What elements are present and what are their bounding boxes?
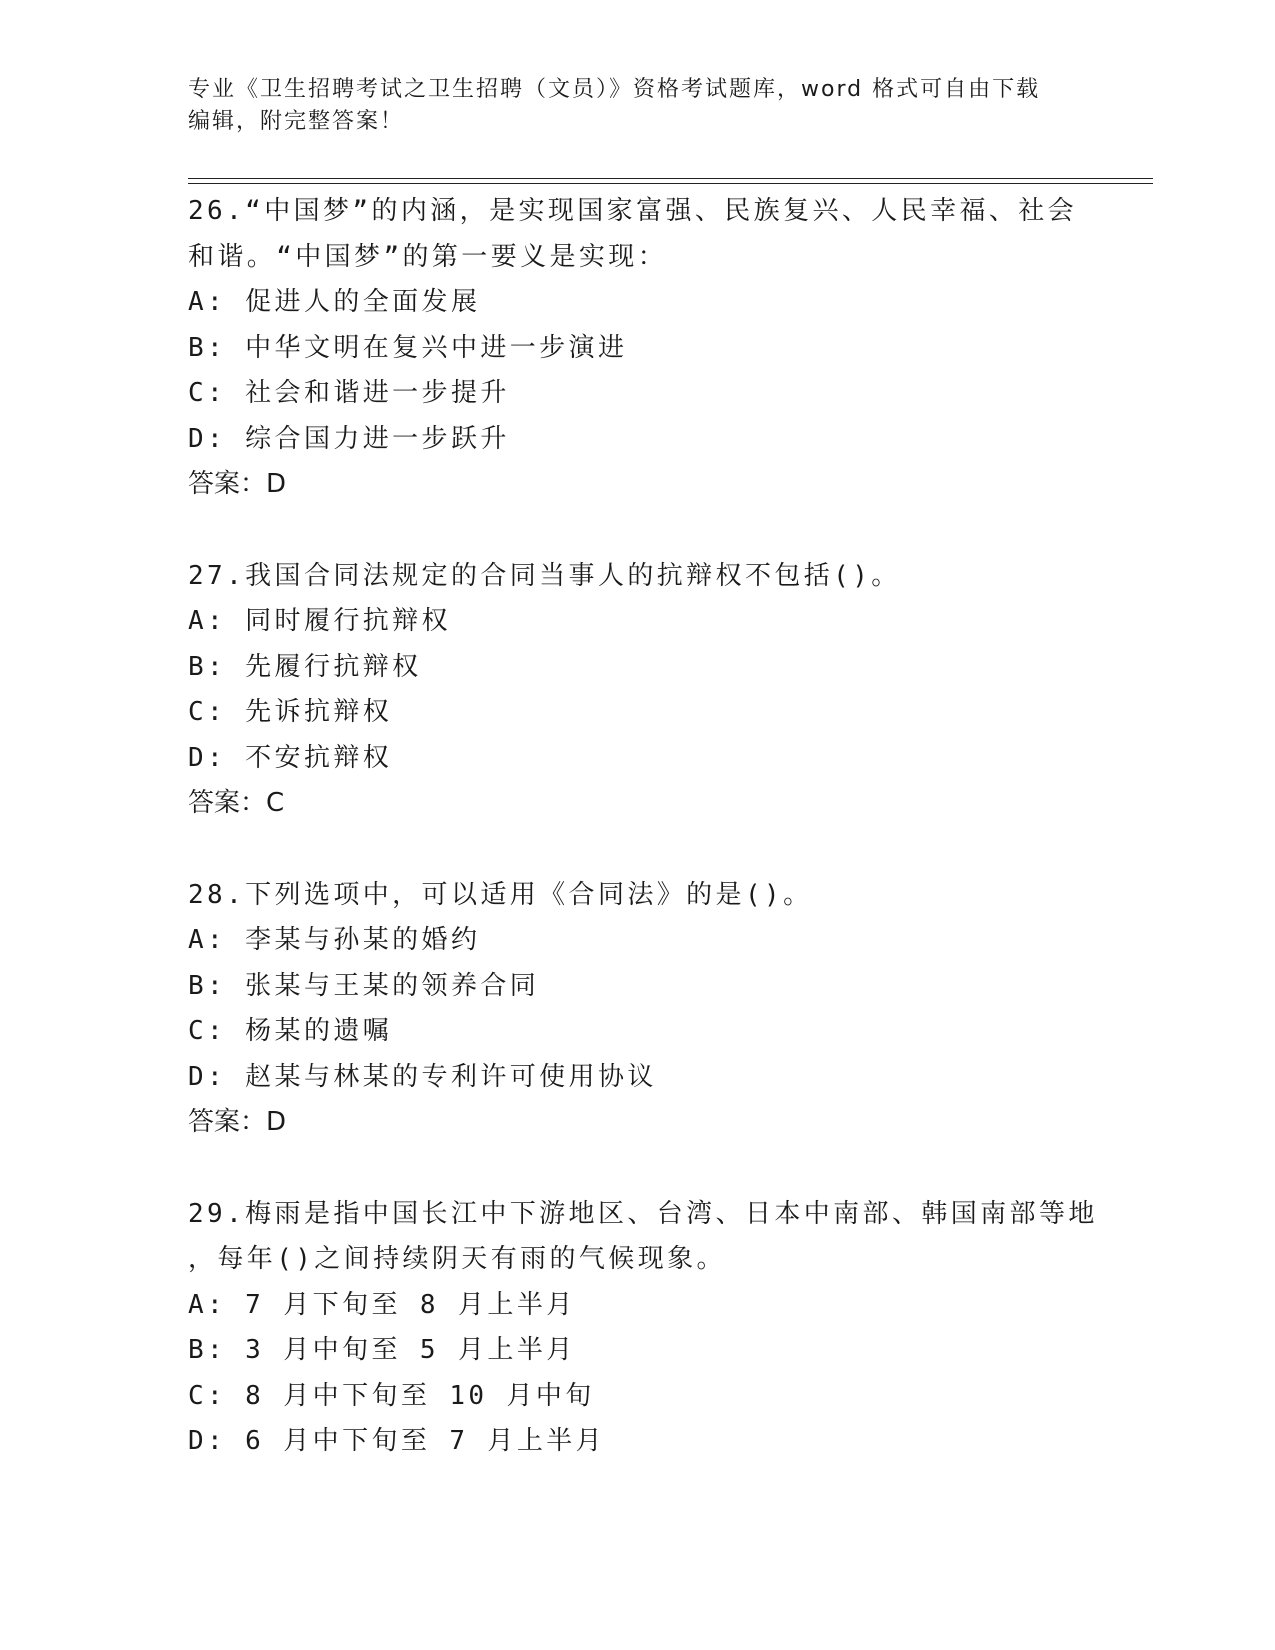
- option-b: B: 先履行抗辩权: [188, 651, 422, 682]
- option-d: D: 6 月中下旬至 7 月上半月: [188, 1426, 606, 1456]
- option-a: A: 7 月下旬至 8 月上半月: [188, 1289, 576, 1320]
- question-stem-line: 27.我国合同法规定的合同当事人的抗辩权不包括()。: [188, 560, 901, 591]
- option-d: D: 不安抗辩权: [188, 742, 393, 773]
- question-26: [188, 189, 1088, 508]
- question-stem-line: ，每年()之间持续阴天有雨的气候现象。: [188, 1244, 726, 1274]
- option-c: C: 先诉抗辩权: [188, 697, 393, 727]
- question-27: [188, 554, 1088, 827]
- option-c: C: 杨某的遗嘱: [188, 1016, 393, 1046]
- option-a: A: 同时履行抗辩权: [188, 606, 451, 636]
- question-29: [188, 1192, 1098, 1465]
- option-b: B: 张某与王某的领养合同: [188, 970, 540, 1001]
- question-stem-line: 和谐。“中国梦”的第一要义是实现：: [188, 241, 668, 272]
- header-line-1: 专业《卫生招聘考试之卫生招聘（文员）》资格考试题库，word 格式可自由下载: [188, 77, 1041, 102]
- question-stem-line: 26.“中国梦”的内涵，是实现国家富强、民族复兴、人民幸福、社会: [188, 196, 1078, 226]
- option-a: A: 李某与孙某的婚约: [188, 925, 481, 955]
- option-b: B: 中华文明在复兴中进一步演进: [188, 332, 628, 363]
- header-line-2: 编辑，附完整答案！: [188, 109, 405, 134]
- option-d: D: 综合国力进一步跃升: [188, 423, 510, 454]
- question-28: [188, 873, 1088, 1146]
- answer-line: 答案：D: [188, 1107, 287, 1137]
- answer-line: 答案：D: [188, 469, 287, 499]
- question-list: [188, 189, 1098, 1465]
- header-divider-bottom: [188, 183, 1153, 184]
- question-stem-line: 29.梅雨是指中国长江中下游地区、台湾、日本中南部、韩国南部等地: [188, 1198, 1098, 1229]
- option-a: A: 促进人的全面发展: [188, 287, 481, 317]
- question-stem-line: 28.下列选项中，可以适用《合同法》的是()。: [188, 879, 813, 910]
- option-c: C: 8 月中下旬至 10 月中旬: [188, 1380, 595, 1411]
- option-d: D: 赵某与林某的专利许可使用协议: [188, 1061, 657, 1092]
- answer-line: 答案：C: [188, 788, 285, 818]
- document-header: [188, 74, 1088, 138]
- option-c: C: 社会和谐进一步提升: [188, 378, 510, 408]
- header-divider-top: [188, 178, 1153, 179]
- option-b: B: 3 月中旬至 5 月上半月: [188, 1335, 576, 1365]
